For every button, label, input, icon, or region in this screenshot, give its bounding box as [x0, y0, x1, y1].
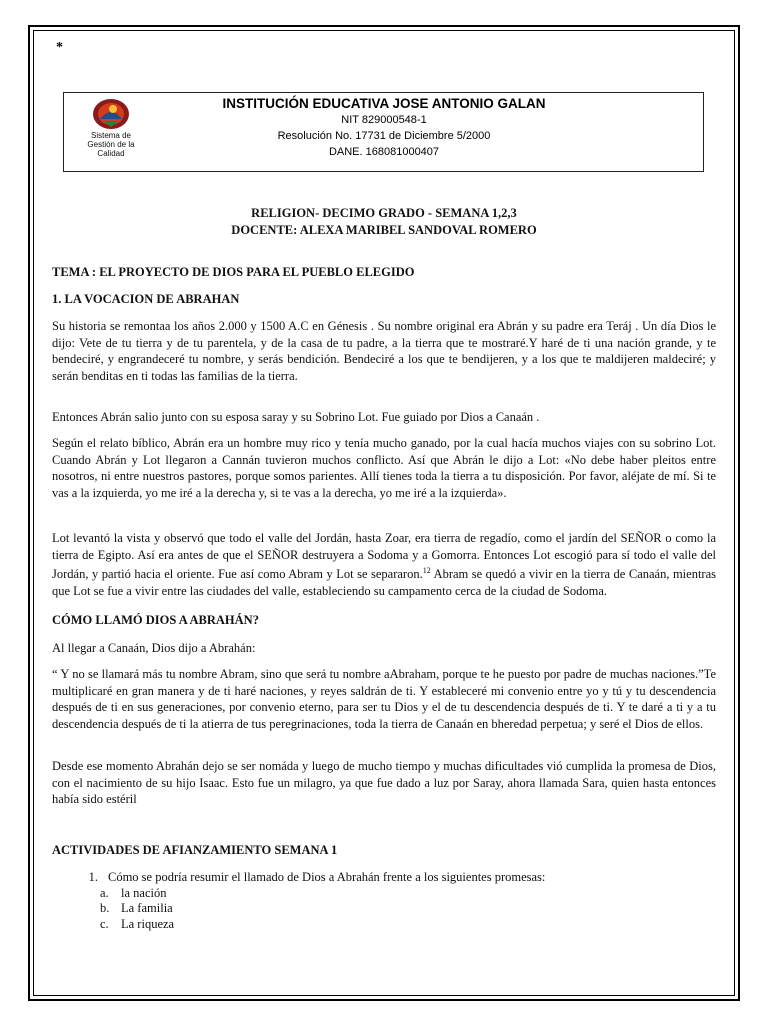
tema-heading: TEMA : EL PROYECTO DE DIOS PARA EL PUEBLO ELEGIDO — [52, 265, 415, 279]
subitem-text: La riqueza — [121, 916, 175, 931]
subitem-text: La familia — [121, 901, 173, 915]
logo — [72, 97, 150, 158]
activity-subitem-nacion — [52, 886, 716, 902]
institution-nit: NIT 829000548-1 — [341, 114, 427, 126]
paragraph-lot — [52, 530, 716, 599]
logo-caption-2: Gestión de la — [87, 140, 135, 149]
activities-heading: ACTIVIDADES DE AFIANZAMIENTO SEMANA 1 — [52, 843, 338, 857]
verse-number: 12 — [422, 566, 431, 575]
activities-list — [52, 870, 716, 932]
activity-subitem-familia — [52, 901, 716, 917]
star-mark: * — [56, 40, 63, 55]
logo-caption-1: Sistema de — [90, 131, 132, 140]
institution-name: INSTITUCIÓN EDUCATIVA JOSE ANTONIO GALAN — [222, 96, 546, 111]
subitem-letter: c. — [100, 916, 109, 931]
paragraph-salida: Entonces Abrán salio junto con su esposa saray y su Sobrino Lot. Fue guiado por Dios a Canaán . — [52, 410, 540, 424]
section-llamado-heading: CÓMO LLAMÓ DIOS A ABRAHÁN? — [52, 613, 259, 627]
paragraph-lot-part1: Lot levantó la vista y observó que todo el valle del Jordán, hasta Zoar, era tierra de regadío, como el jardín del SEÑOR o como la tierra de Egipto. Así era antes de que el SEÑOR destruyera a Sodoma y a Gomorra. Entonces Lot escogió para sí todo el valle del Jordán, y partió hacia el oriente. Fue así como Abram y Lot se separaron. — [52, 531, 716, 582]
teacher-title: DOCENTE: ALEXA MARIBEL SANDOVAL ROMERO — [231, 223, 537, 237]
paragraph-historia: Su historia se remontaa los años 2.000 y 1500 A.C en Génesis . Su nombre original era Abrán y su padre era Teráj . Un día Dios le dijo: Vete de tu tierra y de tu parentela, y de la casa de tu padre, a la tierra que te mostraré.Y haré de ti una nación grande, y te bendeciré, y engrandeceré tu nombre, y serás bendición. Bendeciré a los que te bendijeren, y a los que te maldijeren maldeciré; y serán benditas en ti todas las familias de la tierra. — [52, 319, 716, 383]
paragraph-relato: Según el relato bíblico, Abrán era un hombre muy rico y tenía mucho ganado, por la cual hacía muchos viajes con su sobrino Lot. Cuando Abrán y Lot llegaron a Cannán tuvieron muchos conflicto. Así que Abrán le dijo a Lot: «No debe haber pleitos entre nosotros, ni entre nuestros pastores, porque somos parientes. Allí tienes toda la tierra a tu disposición. Por favor, aléjate de mí. Si te vas a la izquierda, yo me iré a la derecha y, si te vas a la derecha, yo me iré a la izquierda». — [52, 436, 716, 500]
subitem-letter: a. — [100, 885, 109, 900]
section-vocacion-heading: 1. LA VOCACION DE ABRAHAN — [52, 292, 240, 306]
activity-item — [52, 870, 716, 932]
activity-text: Cómo se podría resumir el llamado de Dios a Abrahán frente a los siguientes promesas: — [108, 870, 546, 884]
logo-caption-3: Calidad — [97, 149, 125, 158]
subitem-text: la nación — [121, 885, 167, 900]
paragraph-lot-part2: Abram se quedó a vivir en la tierra de Canaán, mientras que Lot se fue a vivir entre las ciudades del valle, estableciendo su campamento cerca de la ciudad de Sodoma. — [52, 567, 716, 598]
institution-header — [63, 92, 704, 172]
institution-dane: DANE. 168081000407 — [328, 146, 440, 158]
paragraph-isaac: Desde ese momento Abrahán dejo se ser nomáda y luego de mucho tiempo y muchas dificultades vió cumplida la promesa de Dios, con el nacimiento de su hijo Isaac. Esto fue un milagro, ya que fue dado a luz por Saray, ahora llamada Sara, quien hasta entonces había sido estéril — [52, 759, 716, 806]
activity-subitem-riqueza — [52, 917, 716, 933]
institution-resolution: Resolución No. 17731 de Diciembre 5/2000 — [277, 130, 491, 142]
paragraph-promesa: “ Y no se llamará más tu nombre Abram, sino que será tu nombre aAbraham, porque te he puesto por padre de muchas naciones.”Te multiplicaré en gran manera y de ti haré naciones, y reyes saldrán de ti. Y estableceré mi convenio entre yo y tú y tu descendencia después de ti en sus generaciones, por convenio eterno, para ser tu Dios y el de tu descendencia después de ti. Y te daré a ti y a tu descendencia después de ti la atierra de tus peregrinaciones, toda la tierra de Canaán en bheredad perpetua; y seré el Dios de ellos. — [52, 667, 716, 731]
quality-logo-icon — [91, 97, 131, 131]
activity-number: 1. — [88, 870, 98, 884]
subject-title: RELIGION- DECIMO GRADO - SEMANA 1,2,3 — [251, 206, 517, 220]
subitem-letter: b. — [100, 901, 110, 915]
paragraph-llegada: Al llegar a Canaán, Dios dijo a Abrahán: — [52, 641, 256, 655]
institution-info — [199, 95, 569, 160]
